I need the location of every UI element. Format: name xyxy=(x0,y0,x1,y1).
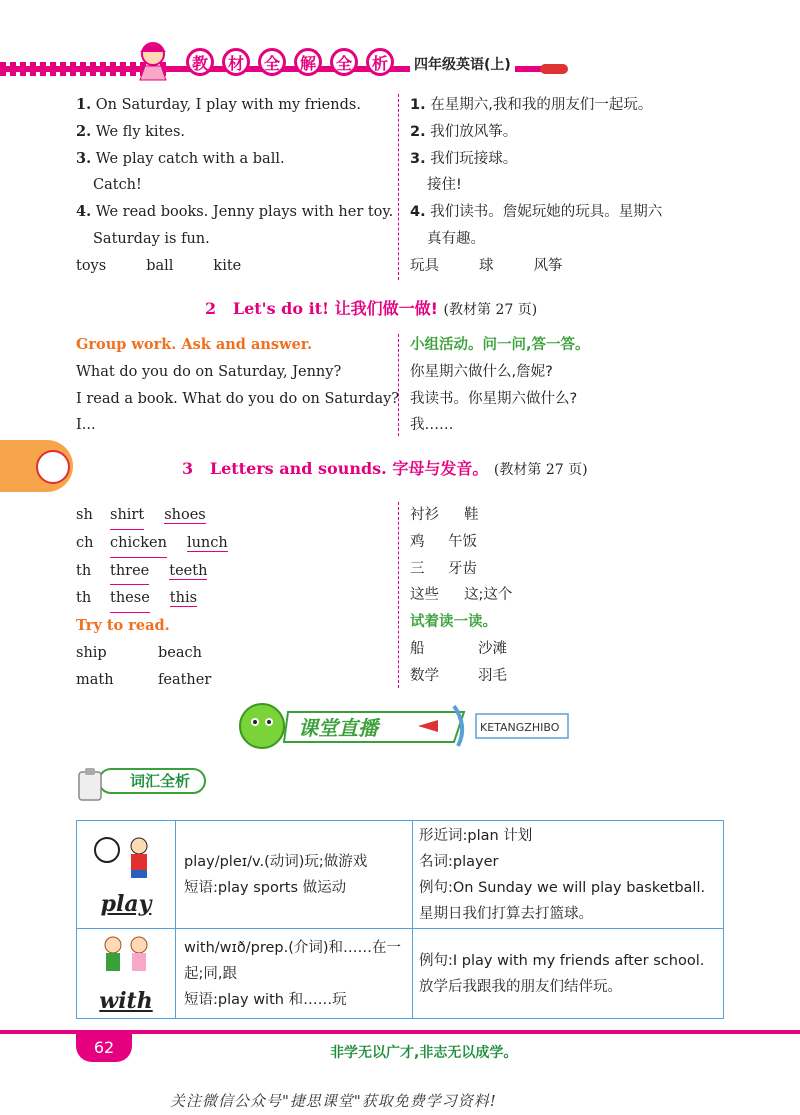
line: 1. On Saturday, I play with my friends. xyxy=(76,96,361,113)
vocab-phrase: 短语:play sports 做运动 xyxy=(184,879,347,896)
watermark: 关注微信公众号"捷思课堂"获取免费学习资料! xyxy=(170,1092,497,1110)
line: What do you do on Saturday, Jenny? xyxy=(76,363,342,380)
try-heading-cn: 试着读一读。 xyxy=(410,614,497,631)
line: Saturday is fun. xyxy=(93,230,210,247)
line: 接住! xyxy=(427,177,462,194)
column-divider xyxy=(398,94,399,280)
words-line: toys ball kite xyxy=(76,257,242,274)
sound-row: th three teeth xyxy=(76,558,228,586)
clipboard-icon xyxy=(76,766,106,802)
vocab-def-cell xyxy=(176,929,413,1019)
table-row xyxy=(77,929,724,1019)
section3-left xyxy=(76,502,228,694)
ketang-zhibo-banner xyxy=(232,696,572,754)
mascot-icon xyxy=(240,704,284,748)
line: 3. We play catch with a ball. xyxy=(76,149,285,167)
header-title xyxy=(186,48,394,76)
section2-right xyxy=(410,332,590,439)
line: Catch! xyxy=(93,177,142,194)
header-subtitle: 四年级英语(上) xyxy=(410,54,515,74)
line: 3. 我们玩接球。 xyxy=(410,150,518,167)
vocab-notes-cell xyxy=(413,821,724,929)
sound-row: th these this xyxy=(76,585,228,613)
banner-title: 课堂直播 xyxy=(298,716,378,740)
section2-left-heading: Group work. Ask and answer. xyxy=(76,336,313,353)
footer-motto: 非学无以广才,非志无以成学。 xyxy=(330,1045,518,1061)
dialogue1-right xyxy=(410,92,662,280)
sound-row-cn: 这些 这;这个 xyxy=(410,587,513,604)
section2-left xyxy=(76,332,399,439)
banner-pinyin: KETANGZHIBO xyxy=(480,721,560,734)
note: 放学后我跟我的朋友们结伴玩。 xyxy=(419,978,622,995)
try-heading: Try to read. xyxy=(76,617,170,635)
fox-face-icon xyxy=(36,450,70,484)
line: 4. 我们读书。詹妮玩她的玩具。星期六 xyxy=(410,204,663,221)
words-line: 玩具 球 风筝 xyxy=(410,257,563,274)
fairy-mascot-icon xyxy=(130,36,176,82)
vocab-phrase: 短语:play with 和……玩 xyxy=(184,991,347,1008)
line: 2. We fly kites. xyxy=(76,122,186,140)
line: 4. We read books. Jenny plays with her toy. xyxy=(76,203,394,221)
sound-row-cn: 衬衫 鞋 xyxy=(410,507,479,523)
line: 你星期六做什么,詹妮? xyxy=(410,363,553,380)
header-char: 解 xyxy=(294,48,322,76)
section3-title: 3 Letters and sounds. 字母与发音。 (教材第 27 页) xyxy=(182,459,588,478)
vocab-heading xyxy=(76,770,206,791)
pen-icon xyxy=(540,64,568,74)
section2-right-heading: 小组活动。问一问,答一答。 xyxy=(410,337,590,353)
vocab-picture-cell xyxy=(77,821,176,929)
page-number: 62 xyxy=(76,1032,132,1062)
vocab-def-cell xyxy=(176,821,413,929)
section2-title: 2 Let's do it! 让我们做一做! (教材第 27 页) xyxy=(205,299,538,318)
line: 1. 在星期六,我和我的朋友们一起玩。 xyxy=(410,97,653,113)
vocab-definition: play/pleɪ/v.(动词)玩;做游戏 xyxy=(184,853,368,870)
sound-row-cn: 鸡 午饭 xyxy=(410,533,477,550)
sound-row-cn: 三 牙齿 xyxy=(410,560,477,577)
try-row: ship beach xyxy=(76,644,202,661)
try-row-cn: 船 沙滩 xyxy=(410,640,507,657)
header-char: 析 xyxy=(366,48,394,76)
header-char: 全 xyxy=(330,48,358,76)
vocab-word: with xyxy=(99,988,153,1014)
line: I... xyxy=(76,417,96,434)
line: 2. 我们放风筝。 xyxy=(410,123,518,140)
line: 真有趣。 xyxy=(427,230,485,247)
line: 我读书。你星期六做什么? xyxy=(410,390,578,407)
line: I read a book. What do you do on Saturday? xyxy=(76,390,400,407)
vocab-picture-cell xyxy=(77,929,176,1019)
kids-playing-icon xyxy=(91,933,161,979)
vocab-definition: with/wɪð/prep.(介词)和……在一起;同,跟 xyxy=(184,939,402,982)
header-char: 全 xyxy=(258,48,286,76)
note: 星期日我们打算去打篮球。 xyxy=(419,905,593,922)
sound-row: ch chicken lunch xyxy=(76,530,228,558)
vocab-heading-text: 词汇全析 xyxy=(98,768,206,794)
line: 我…… xyxy=(410,417,454,434)
note: 形近词:plan 计划 xyxy=(419,827,533,844)
header-char: 材 xyxy=(222,48,250,76)
try-row-cn: 数学 羽毛 xyxy=(410,667,507,684)
vocab-notes-cell xyxy=(413,929,724,1019)
dialogue1-left xyxy=(76,92,393,280)
table-row xyxy=(77,821,724,929)
header-char: 教 xyxy=(186,48,214,76)
note: 名词:player xyxy=(419,853,499,870)
vocab-word: play xyxy=(100,891,152,917)
note: 例句:I play with my friends after school. xyxy=(419,952,705,969)
boy-football-icon xyxy=(91,832,161,882)
column-divider xyxy=(398,502,399,688)
note: 例句:On Sunday we will play basketball. xyxy=(419,879,706,896)
section3-right xyxy=(410,502,512,690)
try-row: math feather xyxy=(76,671,212,688)
sound-row: sh shirt shoes xyxy=(76,502,228,530)
vocab-table xyxy=(76,820,724,1019)
